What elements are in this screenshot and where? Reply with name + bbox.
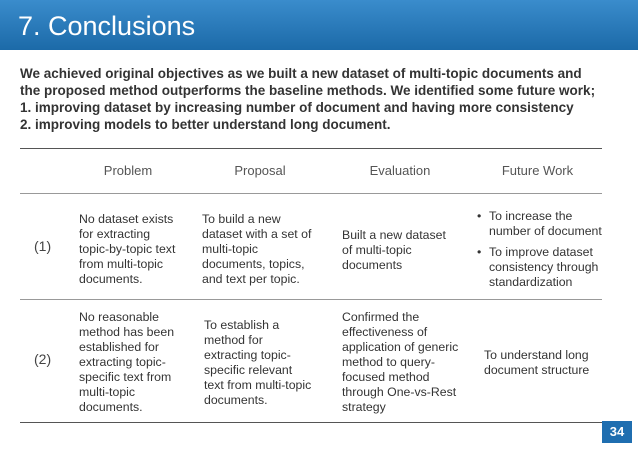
cell-line: document structure [484,363,590,377]
row-label: (1) [34,238,52,254]
bullet-icon: • [477,209,482,223]
cell-line: extracting topic- [204,348,291,362]
cell-line: focused method [342,370,430,384]
row-label: (2) [34,351,52,367]
column-header-evaluation: Evaluation [369,163,431,178]
cell-line: strategy [342,400,386,414]
cell-line: documents [342,258,403,272]
cell-line: specific text from [79,370,172,384]
slide-title: 7. Conclusions [18,11,196,41]
cell-line: method has been [79,325,175,339]
problem-cell [79,310,174,415]
cell-line: standardization [489,275,573,289]
intro-line: We achieved original objectives as we built a new dataset of multi-topic documents and [20,66,582,81]
intro-line: the proposed method outperforms the baseline methods. We identified some future work; [20,83,596,98]
future-work-cell [477,209,602,296]
cell-line: No reasonable [79,310,159,324]
intro-line: 1. improving dataset by increasing number of document and having more consistency [20,100,574,115]
column-header-problem: Problem [103,163,153,178]
cell-line: Built a new dataset [342,228,446,242]
cell-line: documents. [204,393,268,407]
cell-line: documents. [79,272,143,286]
cell-line: method to query- [342,355,435,369]
column-header-proposal: Proposal [234,163,286,178]
cell-line: To understand long [484,348,589,362]
cell-line: number of document [489,224,602,238]
cell-line: To improve dataset [489,245,593,259]
table-row-rule [20,299,602,300]
cell-line: method for [204,333,263,347]
cell-line: Confirmed the [342,310,420,324]
cell-line: specific relevant [204,363,293,377]
table-header-rule [20,193,602,194]
cell-line: for extracting [79,227,151,241]
cell-line: documents, topics, [202,257,305,271]
future-work-bullet [477,209,602,239]
cell-line: multi-topic [202,242,259,256]
cell-line: consistency through [489,260,599,274]
cell-line: effectiveness of [342,325,428,339]
intro-paragraph [20,65,635,133]
evaluation-cell [342,228,446,273]
proposal-cell [204,318,311,408]
cell-line: from multi-topic [79,257,164,271]
title-bar [0,0,638,50]
cell-line: No dataset exists [79,212,174,226]
cell-line: through One-vs-Rest [342,385,457,399]
future-work-cell [484,348,589,378]
intro-line: 2. improving models to better understand long document. [20,117,391,132]
cell-line: To establish a [204,318,280,332]
cell-line: multi-topic [79,385,136,399]
future-work-bullet [477,245,602,290]
cell-line: documents. [79,400,143,414]
problem-cell [79,212,175,287]
cell-line: text from multi-topic [204,378,312,392]
cell-line: and text per topic. [202,272,300,286]
cell-line: application of generic [342,340,459,354]
cell-line: To increase the [489,209,573,223]
column-header-future-work: Future Work [501,163,574,178]
page-number-badge: 34 [602,421,632,443]
cell-line: extracting topic- [79,355,166,369]
table-top-rule [20,148,602,149]
cell-line: To build a new [202,212,281,226]
table-bottom-rule [20,422,602,423]
cell-line: established for [79,340,159,354]
proposal-cell [202,212,311,287]
cell-line: of multi-topic [342,243,412,257]
cell-line: topic-by-topic text [79,242,176,256]
cell-line: dataset with a set of [202,227,312,241]
evaluation-cell [342,310,458,415]
bullet-icon: • [477,245,482,259]
